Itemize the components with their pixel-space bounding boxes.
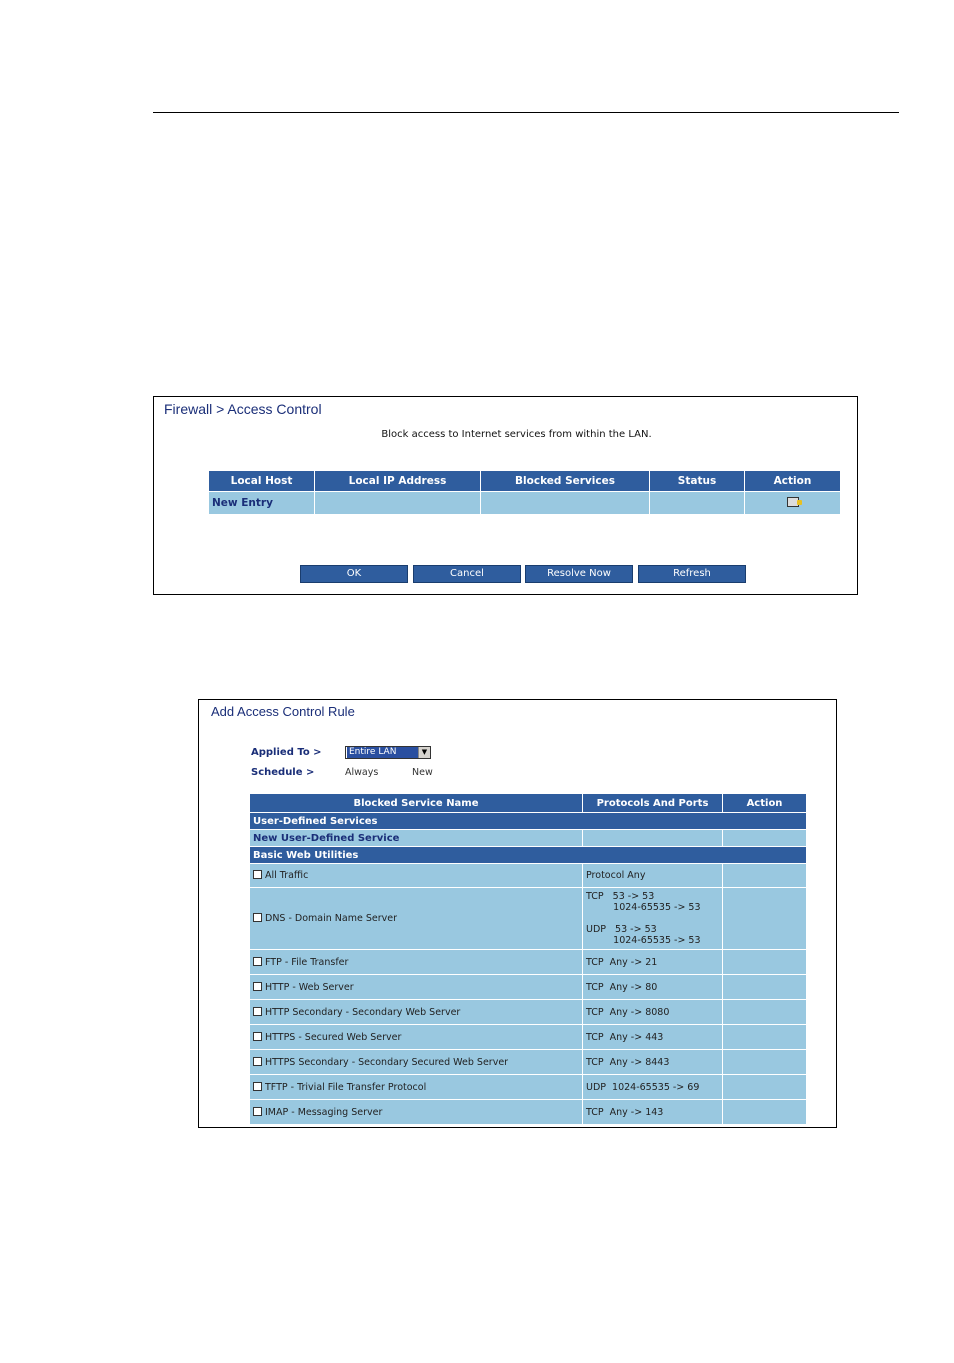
ports-cell	[583, 1025, 723, 1050]
add-rule-title: Add Access Control Rule	[211, 704, 355, 719]
action-cell	[723, 1025, 807, 1050]
ok-button[interactable]: OK	[300, 565, 408, 583]
cell-empty	[583, 830, 723, 847]
table-row	[250, 1050, 807, 1075]
service-checkbox[interactable]	[253, 913, 262, 922]
service-name: FTP - File Transfer	[265, 956, 349, 968]
ports-cell	[583, 864, 723, 888]
service-ports: TCP Any -> 8443	[586, 1056, 670, 1068]
applied-to-select[interactable]	[345, 746, 431, 759]
edit-icon[interactable]	[787, 497, 799, 507]
service-checkbox[interactable]	[253, 982, 262, 991]
refresh-button[interactable]: Refresh	[638, 565, 746, 583]
action-cell	[723, 975, 807, 1000]
ports-cell	[583, 1000, 723, 1025]
page-title: Firewall > Access Control	[164, 401, 322, 417]
cell-blocked-services	[481, 492, 650, 515]
service-ports: TCP Any -> 143	[586, 1106, 664, 1118]
col-blocked-services: Blocked Services	[481, 471, 650, 492]
service-ports: UDP 1024-65535 -> 69	[586, 1081, 700, 1093]
ports-cell	[583, 1075, 723, 1100]
table-header-row	[250, 794, 807, 813]
section-user-defined: User-Defined Services	[250, 813, 807, 830]
table-row	[250, 1075, 807, 1100]
service-cell	[250, 888, 583, 950]
service-cell	[250, 1050, 583, 1075]
cell-local-ip	[315, 492, 481, 515]
table-header-row	[209, 471, 841, 492]
table-row	[250, 864, 807, 888]
service-name: TFTP - Trivial File Transfer Protocol	[265, 1081, 427, 1093]
action-cell	[723, 950, 807, 975]
cell-status	[650, 492, 745, 515]
service-cell	[250, 1100, 583, 1125]
col-status: Status	[650, 471, 745, 492]
service-ports: TCP Any -> 80	[586, 981, 658, 993]
col-service-action: Action	[723, 794, 807, 813]
ports-cell	[583, 950, 723, 975]
action-cell	[723, 888, 807, 950]
cell-action	[745, 492, 841, 515]
col-action: Action	[745, 471, 841, 492]
chevron-down-icon[interactable]: ▼	[418, 747, 430, 758]
service-name: HTTP - Web Server	[265, 981, 354, 993]
section-basic-web-utilities: Basic Web Utilities	[250, 847, 807, 864]
table-row	[250, 1100, 807, 1125]
service-ports: TCP Any -> 443	[586, 1031, 664, 1043]
ports-cell	[583, 888, 723, 950]
service-cell	[250, 1000, 583, 1025]
schedule-new-link[interactable]: New	[412, 767, 433, 778]
schedule-value: Always	[345, 767, 379, 778]
table-row	[250, 1025, 807, 1050]
table-row	[250, 975, 807, 1000]
service-checkbox[interactable]	[253, 957, 262, 966]
ports-cell	[583, 1100, 723, 1125]
service-checkbox[interactable]	[253, 1107, 262, 1116]
table-row	[209, 492, 841, 515]
service-ports: TCP Any -> 8080	[586, 1006, 670, 1018]
service-checkbox[interactable]	[253, 1032, 262, 1041]
service-name: All Traffic	[265, 870, 309, 881]
col-local-host: Local Host	[209, 471, 315, 492]
action-cell	[723, 864, 807, 888]
service-cell	[250, 950, 583, 975]
action-cell	[723, 1075, 807, 1100]
cell-empty	[723, 830, 807, 847]
service-ports: Protocol Any	[586, 870, 646, 881]
new-entry-link[interactable]: New Entry	[209, 492, 315, 515]
action-cell	[723, 1000, 807, 1025]
table-row	[250, 888, 807, 950]
action-cell	[723, 1050, 807, 1075]
section-row-basic-web	[250, 847, 807, 864]
col-service-name: Blocked Service Name	[250, 794, 583, 813]
col-protocols-ports: Protocols And Ports	[583, 794, 723, 813]
table-row	[250, 1000, 807, 1025]
service-ports: TCP 53 -> 53 1024-65535 -> 53 UDP 53 -> 53 1024-65535 -> 53	[586, 891, 701, 946]
service-ports: TCP Any -> 21	[586, 956, 658, 968]
service-name: IMAP - Messaging Server	[265, 1106, 383, 1118]
service-cell	[250, 1075, 583, 1100]
section-row-user-defined	[250, 813, 807, 830]
add-rule-panel	[198, 699, 837, 1128]
service-cell	[250, 975, 583, 1000]
new-user-defined-service-link[interactable]: New User-Defined Service	[250, 830, 583, 847]
services-table	[249, 793, 807, 1125]
resolve-now-button[interactable]: Resolve Now	[525, 565, 633, 583]
service-cell	[250, 1025, 583, 1050]
service-name: HTTPS Secondary - Secondary Secured Web Server	[265, 1056, 509, 1068]
ports-cell	[583, 975, 723, 1000]
service-checkbox[interactable]	[253, 1082, 262, 1091]
applied-to-label: Applied To >	[251, 747, 322, 758]
col-local-ip: Local IP Address	[315, 471, 481, 492]
service-checkbox[interactable]	[253, 870, 262, 879]
applied-to-value: Entire LAN	[347, 747, 418, 758]
cancel-button[interactable]: Cancel	[413, 565, 521, 583]
service-checkbox[interactable]	[253, 1007, 262, 1016]
access-control-table	[208, 470, 841, 515]
top-divider	[153, 112, 899, 113]
action-cell	[723, 1100, 807, 1125]
service-name: HTTPS - Secured Web Server	[265, 1031, 402, 1043]
table-row	[250, 830, 807, 847]
page-description: Block access to Internet services from within the LAN.	[381, 429, 652, 440]
table-row	[250, 950, 807, 975]
service-name: HTTP Secondary - Secondary Web Server	[265, 1006, 461, 1018]
service-name: DNS - Domain Name Server	[265, 913, 398, 924]
ports-cell	[583, 1050, 723, 1075]
service-cell	[250, 864, 583, 888]
access-control-panel	[153, 396, 858, 595]
service-checkbox[interactable]	[253, 1057, 262, 1066]
schedule-label: Schedule >	[251, 767, 315, 778]
